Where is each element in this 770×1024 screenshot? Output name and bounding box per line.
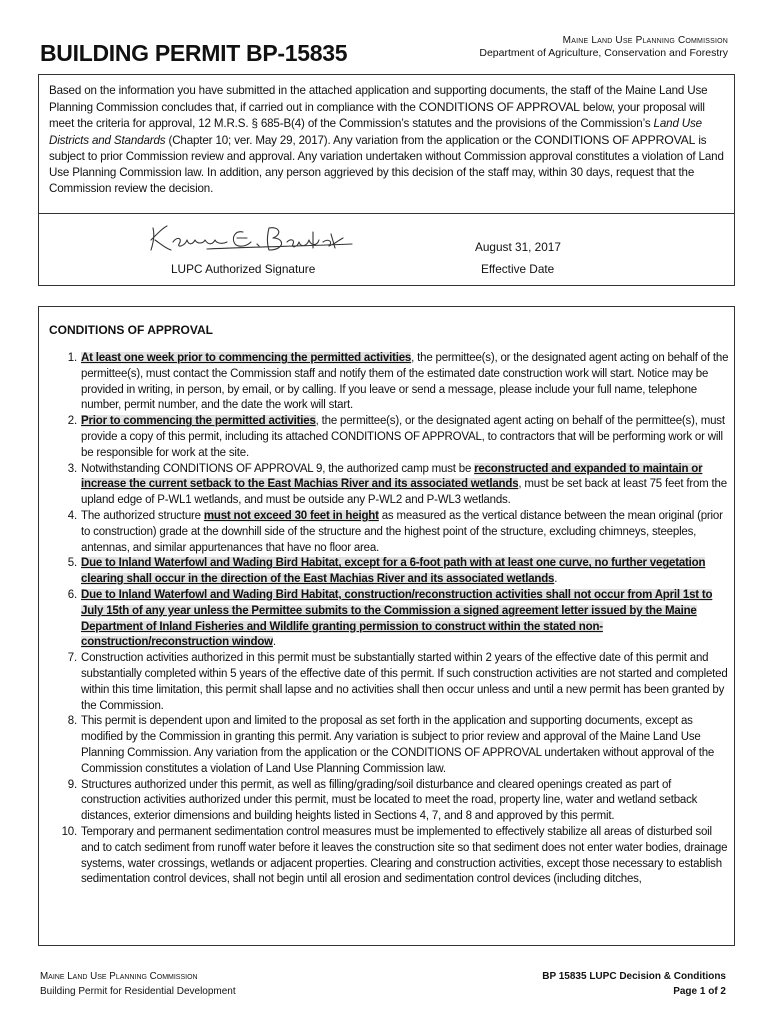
condition-rest-text: Structures authorized under this permit, as well as filling/grading/soil disturbance and cleared openings created as part of construction activities authorized under this permit, must be located to meet the road, property line, water and wetland setback distances, exterior dimensions and building heights listed in Sections 4, 7, and 8 and approved by this permit. (81, 778, 698, 823)
condition-number: 3. (67, 462, 77, 475)
condition-number: 8. (67, 715, 77, 728)
intro-caps-1: CONDITIONS OF APPROVAL (418, 100, 580, 114)
condition-rest-text: Temporary and permanent sedimentation control measures must be implemented to effectively stabilize all areas of disturbed soil and to catch sediment from runoff water before it leaves the construction site so that sediment does not enter water bodies, drainage systems, water crossings, wetlands or adjacent properties. Clearing and construction activities, except those necessary to establish sedimentation control devices, shall not begin until all erosion and sedimentation control devices (including ditches, (81, 825, 728, 886)
intro-caps-2: CONDITIONS OF APPROVAL (534, 133, 696, 147)
condition-rest-text: , the permittee(s), or the designated agent acting on behalf of the permittee(s), must contact the Commission staff and notify them of the estimated date construction work will start. Notice may be provided in writing, in person, by email, or by calling. If you leave or send a message, please include your full name, telephone number, permit number, and the date the work will start. (81, 352, 729, 412)
condition-item (49, 509, 729, 556)
agency-name: Maine Land Use Planning Commission (562, 35, 728, 46)
signature-label: LUPC Authorized Signature (171, 262, 316, 276)
footer-page-number: Page 1 of 2 (673, 986, 726, 997)
condition-number: 10. (61, 825, 77, 838)
condition-item (49, 351, 729, 414)
document-header (40, 30, 730, 74)
condition-number: 6. (67, 588, 77, 601)
effective-date-value: August 31, 2017 (475, 240, 561, 254)
intro-text-2: below, your proposal will meet the criteria for approval, 12 M.R.S. § 685-B(4) of the Commission’s statutes and the provisions of the Commission’s (49, 101, 705, 130)
intro-paragraph (49, 83, 725, 197)
condition-bold-text: reconstructed and expanded to maintain or increase the current setback to the East Machias River and its associated wetlands (81, 462, 703, 491)
department-name: Department of Agriculture, Conservation and Forestry (479, 47, 728, 59)
condition-number: 1. (67, 352, 77, 364)
condition-rest-text: . (272, 636, 276, 649)
condition-item (49, 414, 729, 461)
conditions-heading: CONDITIONS OF APPROVAL (49, 323, 214, 337)
intro-text-4: is subject to prior Commission review and approval. Any variation undertaken without Commission approval constitutes a violation of Land Use Planning Commission law. In addition, any person aggrieved by this decision of the staff may, within 30 days, request that the Commission review the decision. (49, 134, 724, 195)
handwritten-signature (147, 222, 357, 256)
footer-doc-type: Building Permit for Residential Development (40, 986, 236, 997)
condition-rest-text: Construction activities authorized in this permit must be substantially started within 2 years of the effective date of this permit and substantially completed within 5 years of the effective date of this permit. If such construction activities are not started and completed within this time limitation, this permit shall lapse and no activities shall then occur unless and until a new permit has been granted by the Commission. (81, 652, 728, 712)
condition-item (49, 462, 729, 509)
agency-block (479, 34, 728, 60)
condition-bold-text: At least one week prior to commencing the permitted activities (81, 352, 412, 364)
condition-number: 4. (67, 509, 77, 522)
condition-item (49, 556, 729, 588)
conditions-box (38, 306, 735, 946)
condition-pre-text: The authorized structure (81, 509, 204, 522)
footer-agency: Maine Land Use Planning Commission (40, 971, 198, 982)
condition-rest-text: as measured as the vertical distance between the mean original (prior to construction) grade at the downhill side of the structure and the highest point of the structure, excluding chimneys, steeples, antennas, and similar appurtenances that have no floor area. (81, 509, 723, 554)
footer-decision: BP 15835 LUPC Decision & Conditions (542, 971, 726, 982)
condition-bold-text: Due to Inland Waterfowl and Wading Bird Habitat, except for a 6-foot path with at least one curve, no further vegetation clearing shall occur in the direction of the East Machias River and its associated wetlands (81, 557, 706, 586)
condition-number: 5. (67, 557, 77, 570)
intro-text-1: Based on the information you have submitted in the attached application and supporting documents, the staff of the Maine Land Use Planning Commission concludes that, if carried out in compliance with the (49, 84, 708, 114)
effective-date-label: Effective Date (481, 262, 555, 276)
condition-bold-text: must not exceed 30 feet in height (203, 509, 379, 522)
condition-item (49, 588, 729, 651)
condition-pre-text: Notwithstanding CONDITIONS OF APPROVAL 9, the authorized camp must be (81, 462, 475, 475)
condition-rest-text: . (554, 573, 558, 586)
signature-box (38, 214, 735, 286)
condition-rest-text: , the permittee(s), or the designated agent acting on behalf of the permittee(s), must provide a copy of this permit, including its attached CONDITIONS OF APPROVAL, to contractors that will be performing work or will be responsible for work at the site. (81, 415, 725, 459)
condition-item (49, 778, 729, 825)
footer-left (40, 969, 236, 999)
condition-bold-text: Due to Inland Waterfowl and Wading Bird Habitat, construction/reconstruction activities shall not occur from April 1st to July 15th of any year unless the Permittee submits to the Commission a signed agreement letter issued by the Maine Department of Inland Fisheries and Wildlife granting permission to construct within the stated non-construction/reconstruction window (81, 588, 713, 649)
intro-box (38, 74, 735, 214)
condition-rest-text: This permit is dependent upon and limited to the proposal as set forth in the application and supporting documents, except as modified by the Commission in granting this permit. Any variation is subject to prior review and approval of the Maine Land Use Planning Commission. Any variation from the application or the CONDITIONS OF APPROVAL undertaken without approval of the Commission constitutes a violation of Land Use Planning Commission law. (81, 715, 715, 775)
condition-rest-text: , must be set back at least 75 feet from the upland edge of P-WL1 wetlands, and must be outside any P-WL2 and P-WL3 wetlands. (81, 478, 727, 507)
condition-bold-text: Prior to commencing the permitted activities (81, 415, 316, 428)
condition-number: 9. (67, 778, 77, 791)
condition-number: 2. (67, 415, 77, 428)
conditions-list (49, 351, 729, 888)
intro-text-3: (Chapter 10; ver. May 29, 2017). Any variation from the application or the (165, 134, 535, 147)
page-title: BUILDING PERMIT BP-15835 (40, 40, 348, 66)
intro-italic-title: Land Use Districts and Standards (49, 117, 702, 147)
condition-number: 7. (67, 652, 77, 665)
condition-item (49, 651, 729, 714)
footer-right (542, 969, 726, 999)
condition-item (49, 825, 729, 888)
condition-item (49, 714, 729, 777)
